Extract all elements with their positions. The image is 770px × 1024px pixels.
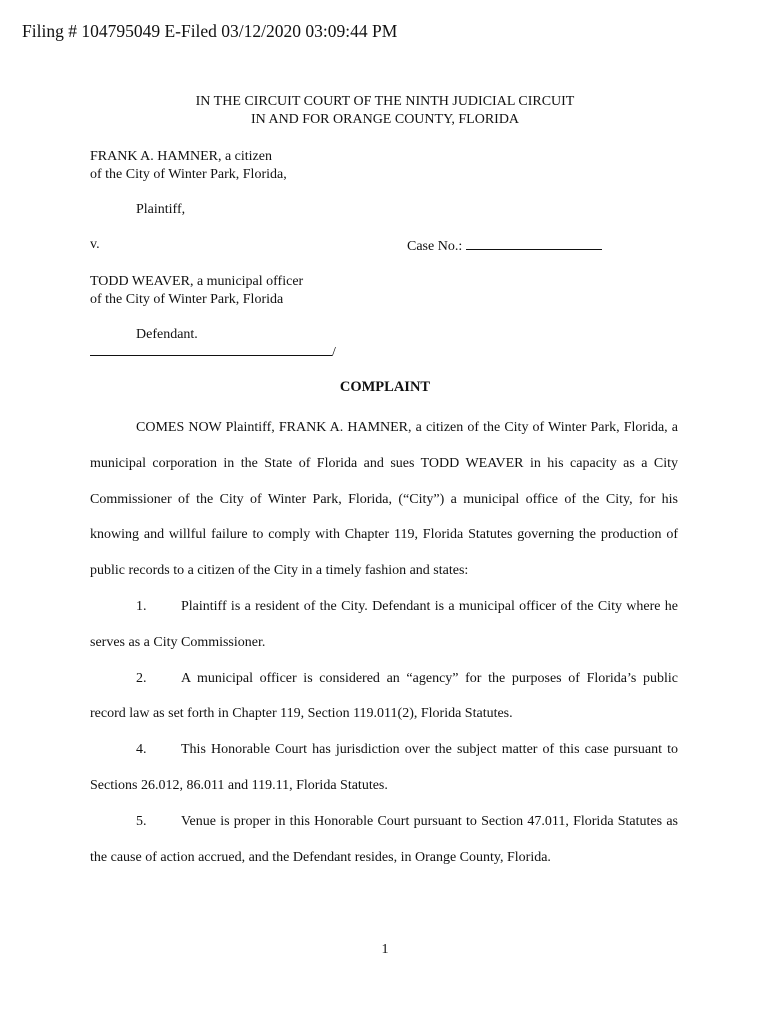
caption-divider [90,342,336,362]
court-heading [0,93,770,129]
case-number-field [407,236,602,256]
filing-header: Filing # 104795049 E-Filed 03/12/2020 03:09:44 PM [22,21,398,41]
defendant-role: Defendant. [136,327,198,342]
paragraph-number: 2. [136,670,147,686]
caption-rule-line [90,342,332,356]
paragraph-number: 5. [136,813,147,829]
paragraph-number: 1. [136,598,147,614]
court-heading-line1: IN THE CIRCUIT COURT OF THE NINTH JUDICIAL CIRCUIT [195,94,575,109]
page-number: 1 [381,942,389,957]
numbered-paragraph [90,589,678,661]
numbered-paragraph [90,804,678,876]
court-heading-line2: IN AND FOR ORANGE COUNTY, FLORIDA [250,112,520,127]
paragraph-number: 4. [136,742,147,758]
defendant-name: TODD WEAVER, a municipal officer [90,274,304,289]
plaintiff-role: Plaintiff, [136,202,186,217]
intro-paragraph: COMES NOW Plaintiff, FRANK A. HAMNER, a citizen of the City of Winter Park, Florida, a municipal corporation in the State of Florida and sues TODD WEAVER in his capacity as a City Commissioner of the City of Winter Park, Florida, (“City”) a municipal office of the City, for his knowing and willful failure to comply with Chapter 119, Florida Statutes governing the production of public records to a citizen of the City in a timely fashion and states: [90,420,678,579]
numbered-paragraph [90,732,678,804]
case-number-label: Case No.: [407,239,463,254]
paragraph-text: This Honorable Court has jurisdiction over the subject matter of this case pursuant to Sections 26.012, 86.011 and 119.11, Florida Statutes. [90,742,678,793]
versus-label: v. [90,237,100,252]
paragraph-text: A municipal officer is considered an “agency” for the purposes of Florida’s public record law as set forth in Chapter 119, Section 119.011(2), Florida Statutes. [90,670,678,722]
plaintiff-block [90,148,287,184]
plaintiff-name: FRANK A. HAMNER, a citizen [90,149,272,164]
paragraph-text: Plaintiff is a resident of the City. Defendant is a municipal officer of the City where he serves as a City Commissioner. [90,598,678,650]
complaint-body [90,410,678,875]
caption-slash: / [332,345,336,360]
case-number-blank-line [466,236,602,250]
numbered-paragraph [90,661,678,733]
paragraph-text: Venue is proper in this Honorable Court pursuant to Section 47.011, Florida Statutes as the cause of action accrued, and the Defendant resides, in Orange County, Florida. [90,813,678,865]
defendant-city: of the City of Winter Park, Florida [90,292,284,307]
defendant-block [90,273,303,309]
plaintiff-city: of the City of Winter Park, Florida, [90,167,287,182]
document-title: COMPLAINT [339,379,431,395]
